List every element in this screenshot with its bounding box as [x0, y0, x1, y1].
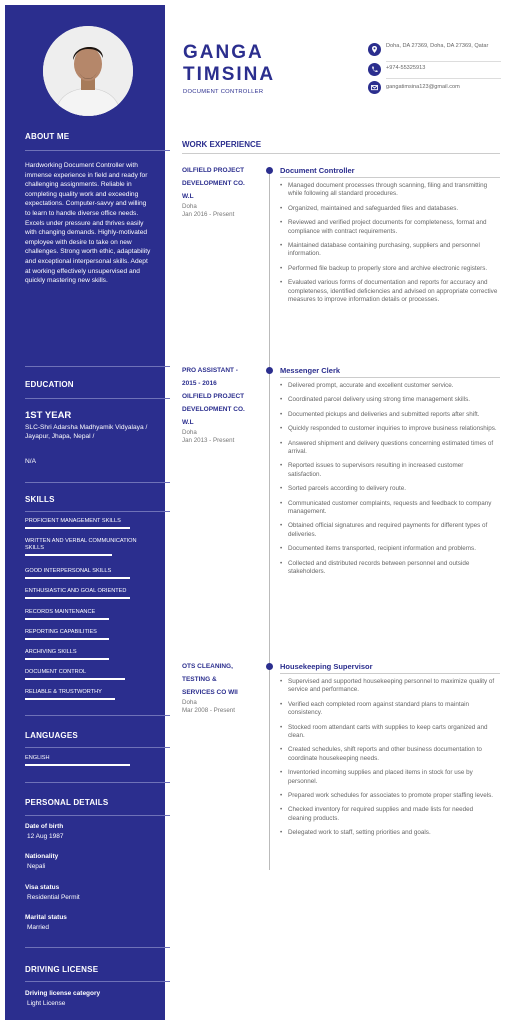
skill-bar	[25, 658, 109, 660]
org-line: DEVELOPMENT CO.	[182, 406, 245, 413]
timeline-dot	[266, 663, 273, 670]
skills-title: SKILLS	[25, 495, 55, 504]
timeline-dot	[266, 167, 273, 174]
languages-title: LANGUAGES	[25, 731, 78, 740]
skill-label: PROFICIENT MANAGEMENT SKILLS	[25, 518, 121, 524]
job-position: Housekeeping Supervisor	[280, 662, 373, 671]
skill-label: WRITTEN AND VERBAL COMMUNICATION SKILLS	[25, 538, 137, 551]
skill-item	[25, 588, 153, 599]
education-title: EDUCATION	[25, 380, 74, 389]
list-item: • Managed document processes through scanning, filing and transmitting while following all standard procedures.	[280, 182, 498, 199]
personal-value: Married	[27, 924, 50, 931]
contact-email[interactable]: gangatimsina123@gmail.com	[386, 84, 460, 90]
personal-label: Marital status	[25, 914, 67, 921]
list-item: • Inventoried incoming supplies and placed items in stock for use by personnel.	[280, 769, 498, 786]
list-item: • Performed file backup to properly store and archive electronic registers.	[280, 265, 498, 273]
job-location: Doha	[182, 429, 197, 436]
avatar	[43, 26, 133, 116]
location-icon	[368, 43, 381, 56]
org-line: 2015 - 2016	[182, 380, 217, 387]
skill-item	[25, 518, 153, 529]
job-dates: Jan 2016 - Present	[182, 211, 235, 218]
list-item: • Supervised and supported housekeeping personnel to maximize quality of service and performance.	[280, 678, 498, 695]
list-item: • Verified each completed room against standard plans to maintain consistency.	[280, 701, 498, 718]
list-item: • Evaluated various forms of documentation and reports for accuracy and completeness, identified deficiencies and advised on appropriate corrective measures to improve information details or processes.	[280, 279, 498, 304]
about-text: Hardworking Document Controller with immense experience in field and ready for challenging assignments. Reliable in completing quality work and exceeding expectations. Computer-savvy and willing to learn to handle diverse office needs. Excels under pressure and thrives easily with changing demands. Highly-motivated employee with desire to take on new challenges. Strong worth ethic, adaptability and exceptional interpersonal skills. Adept at working effectively unsupervised and quickly mastering new skills.	[25, 162, 151, 285]
list-item: • Checked inventory for required supplies and made lists for needed cleaning products.	[280, 806, 498, 823]
org-line: SERVICES CO WII	[182, 689, 238, 696]
list-item: • Prepared work schedules for associates to promote proper staffing levels.	[280, 792, 498, 800]
list-item: • Obtained official signatures and required payments for different types of deliveries.	[280, 522, 498, 539]
skill-bar	[25, 698, 115, 700]
list-item: • Quickly responded to customer inquiries to improve business relationships.	[280, 425, 498, 433]
last-name: TIMSINA	[183, 64, 276, 85]
divider	[280, 377, 500, 378]
job-position: Document Controller	[280, 166, 355, 175]
list-item: • Answered shipment and delivery questions concerning estimated times of arrival.	[280, 440, 498, 457]
org-line: OILFIELD PROJECT	[182, 393, 245, 400]
skill-label: RELIABLE & TRUSTWORTHY	[25, 689, 102, 695]
org-line: W.L	[182, 419, 194, 426]
sidebar	[5, 5, 165, 1020]
list-item: • Organized, maintained and safeguarded files and databases.	[280, 205, 498, 213]
org-line: W.L	[182, 193, 194, 200]
candidate-name	[183, 42, 275, 86]
job-organization	[182, 364, 267, 429]
list-item: • Stocked room attendant carts with supplies to keep carts organized and clean.	[280, 724, 498, 741]
license-value: Light License	[27, 1000, 66, 1007]
divider	[280, 177, 500, 178]
skill-label: ENTHUSIASTIC AND GOAL ORIENTED	[25, 588, 127, 594]
org-line: DEVELOPMENT CO.	[182, 180, 245, 187]
list-item: • Maintained database containing purchasing, suppliers and personnel information.	[280, 242, 498, 259]
org-line: OTS CLEANING,	[182, 663, 233, 670]
divider	[25, 482, 170, 483]
skill-label: RECORDS MAINTENANCE	[25, 609, 96, 615]
divider	[25, 815, 170, 816]
skill-label: ARCHIVING SKILLS	[25, 649, 77, 655]
job-bullets	[280, 382, 498, 583]
list-item: • Communicated customer complaints, requests and feedback to company management.	[280, 500, 498, 517]
contact-address: Doha, DA 27369, Doha, DA 27369, Qatar	[386, 43, 489, 49]
job-location: Doha	[182, 699, 197, 706]
skill-label: REPORTING CAPABILITIES	[25, 629, 97, 635]
skill-label: GOOD INTERPERSONAL SKILLS	[25, 568, 112, 574]
education-result: N/A	[25, 458, 36, 465]
skill-item	[25, 609, 153, 620]
personal-value: Nepali	[27, 863, 46, 870]
language-bar	[25, 764, 130, 766]
org-line: OILFIELD PROJECT	[182, 167, 245, 174]
divider	[25, 511, 170, 512]
divider	[25, 715, 170, 716]
divider	[25, 782, 170, 783]
divider	[386, 61, 501, 62]
divider	[25, 747, 170, 748]
driving-license-title: DRIVING LICENSE	[25, 965, 99, 974]
divider	[25, 398, 170, 399]
divider	[25, 366, 170, 367]
list-item: • Created schedules, shift reports and other business documentation to coordinate housekeeping needs.	[280, 746, 498, 763]
list-item: • Delegated work to staff, setting priorities and goals.	[280, 829, 498, 837]
skill-item	[25, 669, 153, 680]
first-name: GANGA	[183, 42, 264, 63]
license-label: Driving license category	[25, 990, 101, 997]
education-degree: 1ST YEAR	[25, 410, 72, 421]
skill-bar	[25, 527, 130, 529]
list-item: • Documented pickups and deliveries and submitted reports after shift.	[280, 411, 498, 419]
divider	[182, 153, 500, 154]
job-organization	[182, 660, 267, 699]
personal-details-title: PERSONAL DETAILS	[25, 798, 109, 807]
education-school: SLC-Shri Adarsha Madhyamik Vidyalaya / Jayapur, Jhapa, Nepal /	[25, 424, 148, 440]
divider	[25, 150, 170, 151]
list-item: • Coordinated parcel delivery using strong time management skills.	[280, 396, 498, 404]
job-location-dates	[182, 203, 234, 219]
skill-bar	[25, 638, 109, 640]
divider	[386, 78, 501, 79]
language-label: ENGLISH	[25, 755, 50, 761]
skill-label: DOCUMENT CONTROL	[25, 669, 87, 675]
timeline-line	[269, 170, 270, 870]
job-location-dates	[182, 699, 235, 715]
skill-item	[25, 649, 153, 660]
skill-item	[25, 568, 153, 579]
personal-value: 12 Aug 1987	[27, 833, 64, 840]
timeline-dot	[266, 367, 273, 374]
skill-item	[25, 689, 153, 700]
list-item: • Reported issues to supervisors resulting in increased customer satisfaction.	[280, 462, 498, 479]
about-title: ABOUT ME	[25, 132, 70, 141]
personal-label: Date of birth	[25, 823, 64, 830]
email-icon	[368, 81, 381, 94]
skill-item	[25, 629, 153, 640]
divider	[25, 947, 170, 948]
divider	[25, 981, 170, 982]
job-bullets	[280, 182, 498, 310]
personal-label: Nationality	[25, 853, 59, 860]
job-role: DOCUMENT CONTROLLER	[183, 89, 264, 95]
personal-value: Residential Permit	[27, 894, 80, 901]
job-dates: Jan 2013 - Present	[182, 437, 235, 444]
job-dates: Mar 2008 - Present	[182, 707, 235, 714]
list-item: • Reviewed and verified project documents for completeness, format and compliance with contract requirements.	[280, 219, 498, 236]
divider	[280, 673, 500, 674]
work-experience-title: WORK EXPERIENCE	[182, 140, 262, 149]
list-item: • Documented items transported, recipient information and problems.	[280, 545, 498, 553]
skill-item	[25, 538, 153, 556]
job-position: Messenger Clerk	[280, 366, 341, 375]
profile-photo	[43, 26, 133, 116]
list-item: • Sorted parcels according to delivery route.	[280, 485, 498, 493]
list-item: • Collected and distributed records between personnel and outside stakeholders.	[280, 560, 498, 577]
org-line: PRO ASSISTANT -	[182, 367, 238, 374]
skill-bar	[25, 577, 130, 579]
language-item	[25, 755, 153, 766]
contact-phone[interactable]: +974-55325913	[386, 65, 426, 71]
skill-bar	[25, 678, 125, 680]
job-location: Doha	[182, 203, 197, 210]
personal-label: Visa status	[25, 884, 60, 891]
skill-bar	[25, 554, 112, 556]
org-line: TESTING &	[182, 676, 217, 683]
list-item: • Delivered prompt, accurate and excellent customer service.	[280, 382, 498, 390]
job-location-dates	[182, 429, 234, 445]
skill-bar	[25, 618, 109, 620]
skill-bar	[25, 597, 130, 599]
job-organization	[182, 164, 267, 203]
phone-icon	[368, 63, 381, 76]
job-bullets	[280, 678, 498, 844]
